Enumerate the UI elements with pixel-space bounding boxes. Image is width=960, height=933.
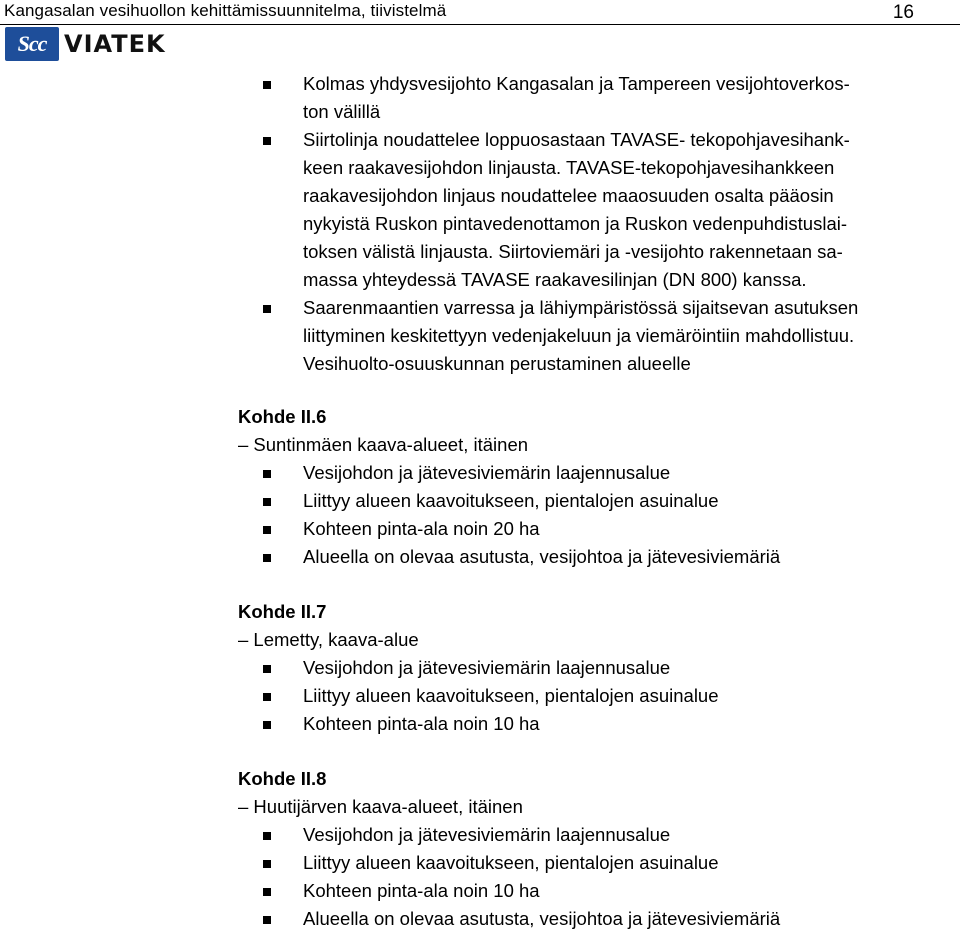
list-item: Kohteen pinta-ala noin 10 ha (303, 880, 540, 901)
bullet-text-line: nykyistä Ruskon pintavedenottamon ja Ruskon vedenpuhdistuslai- (303, 213, 848, 234)
bullet-text-line: keen raakavesijohdon linjausta. TAVASE-tekopohjavesihankkeen (303, 157, 835, 178)
bullet-text-line: liittyminen keskitettyyn vedenjakeluun ja viemäröintiin mahdollistuu. (303, 325, 855, 346)
page-number: 16 (892, 2, 914, 23)
list-item: Vesijohdon ja jätevesiviemärin laajennusalue (303, 462, 671, 483)
bullet-text-line: Saarenmaantien varressa ja lähiympäristössä sijaitsevan asutuksen (303, 297, 859, 318)
bullet-marker (263, 526, 271, 534)
bullet-text-line: Kolmas yhdysvesijohto Kangasalan ja Tampereen vesijohtoverkos- (303, 73, 850, 94)
scc-logo-mark: Scc (5, 27, 59, 61)
section-subtitle: – Huutijärven kaava-alueet, itäinen (238, 796, 523, 817)
bullet-marker (263, 498, 271, 506)
bullet-text-line: raakavesijohdon linjaus noudattelee maaosuuden osalta pääosin (303, 185, 834, 206)
bullet-marker (263, 470, 271, 478)
section-title: Kohde II.6 (238, 406, 327, 427)
document-title: Kangasalan vesihuollon kehittämissuunnitelma, tiivistelmä (4, 1, 447, 20)
section-title: Kohde II.8 (238, 768, 327, 789)
bullet-marker (263, 665, 271, 673)
list-item: Kohteen pinta-ala noin 10 ha (303, 713, 540, 734)
bullet-marker (263, 137, 271, 145)
section-title: Kohde II.7 (238, 601, 327, 622)
section-subtitle: – Suntinmäen kaava-alueet, itäinen (238, 434, 529, 455)
bullet-text-line: massa yhteydessä TAVASE raakavesilinjan (DN 800) kanssa. (303, 269, 807, 290)
list-item: Alueella on olevaa asutusta, vesijohtoa ja jätevesiviemäriä (303, 546, 781, 567)
section-subtitle: – Lemetty, kaava-alue (238, 629, 419, 650)
bullet-marker (263, 721, 271, 729)
list-item: Liittyy alueen kaavoitukseen, pientalojen asuinalue (303, 685, 719, 706)
bullet-text-line: Vesihuolto-osuuskunnan perustaminen alueelle (303, 353, 691, 374)
list-item: Alueella on olevaa asutusta, vesijohtoa ja jätevesiviemäriä (303, 908, 781, 929)
list-item: Vesijohdon ja jätevesiviemärin laajennusalue (303, 657, 671, 678)
bullet-text-line: Siirtolinja noudattelee loppuosastaan TAVASE- tekopohjavesihank- (303, 129, 850, 150)
bullet-marker (263, 860, 271, 868)
bullet-marker (263, 693, 271, 701)
viatek-logo-text: VIATEK (64, 30, 166, 58)
bullet-marker (263, 81, 271, 89)
bullet-marker (263, 888, 271, 896)
bullet-marker (263, 305, 271, 313)
list-item: Liittyy alueen kaavoitukseen, pientalojen asuinalue (303, 852, 719, 873)
bullet-text-line: ton välillä (303, 101, 381, 122)
list-item: Liittyy alueen kaavoitukseen, pientalojen asuinalue (303, 490, 719, 511)
list-item: Kohteen pinta-ala noin 20 ha (303, 518, 540, 539)
bullet-marker (263, 554, 271, 562)
bullet-text-line: toksen välistä linjausta. Siirtoviemäri ja -vesijohto rakennetaan sa- (303, 241, 843, 262)
bullet-marker (263, 832, 271, 840)
list-item: Vesijohdon ja jätevesiviemärin laajennusalue (303, 824, 671, 845)
bullet-marker (263, 916, 271, 924)
